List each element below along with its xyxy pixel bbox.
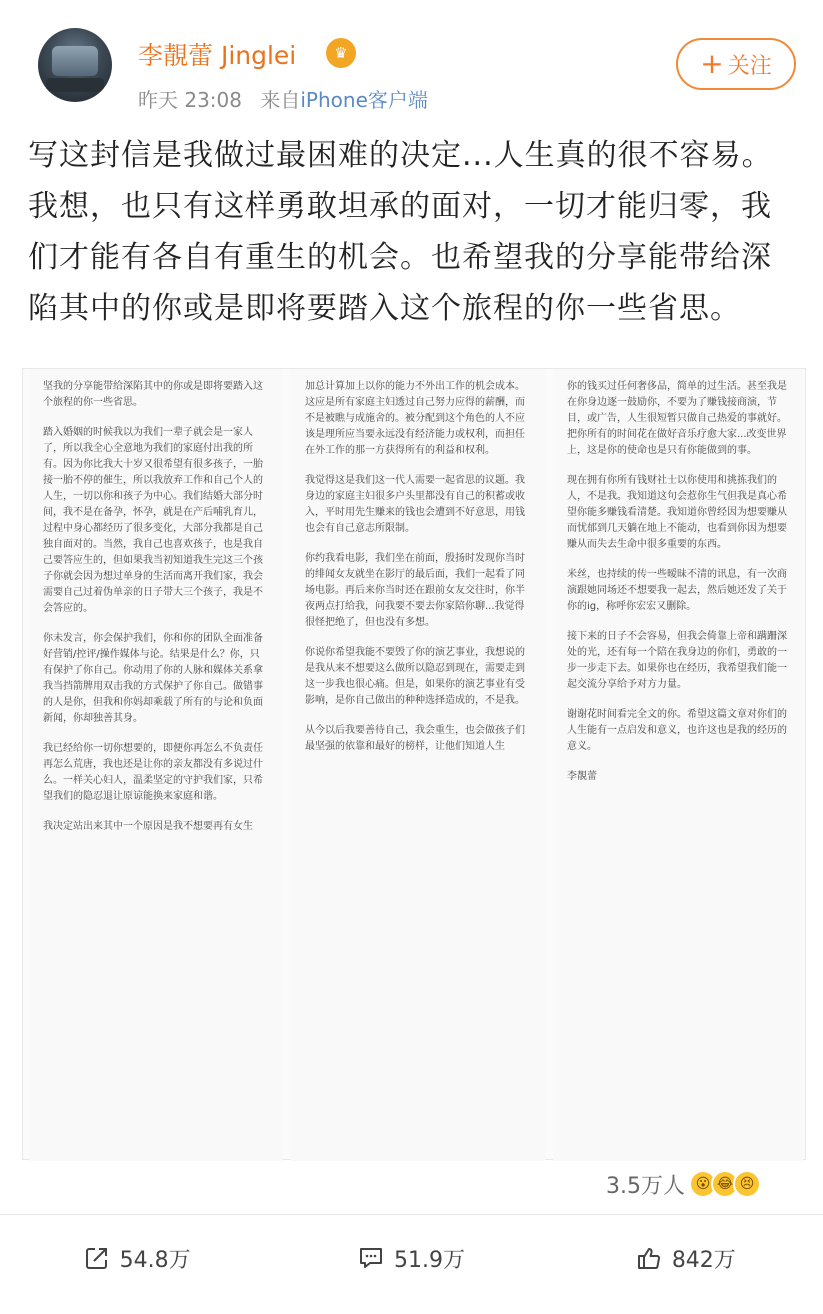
letter-paragraph: 我决定站出来其中一个原因是我不想要再有女生 [43, 821, 253, 832]
action-bar [0, 1222, 823, 1294]
letter-paragraph: 你说你希望我能不要毁了你的演艺事业，我想说的是我从来不想要这么做所以隐忍到现在，需要走到这一步我也很心痛。但是，如果你的演艺事业有受影响，是你自己做出的种种选择造成的，不是我。 [305, 647, 525, 706]
follow-label: 关注 [727, 53, 772, 79]
repost-button[interactable] [0, 1222, 274, 1294]
follow-button[interactable] [676, 38, 796, 90]
letter-page-2 [291, 369, 545, 1161]
letter-signature: 李靚蕾 [567, 771, 597, 782]
letter-paragraph: 接下来的日子不会容易，但我会倚靠上帝和蹒跚深处的光，还有每一个陪在我身边的你们，勇敢的一步一步走下去。如果你也在经历，我希望我们能一起交流分享给予对方力量。 [567, 631, 787, 690]
letter-paragraph: 你未发言，你会保护我们，你和你的团队全面准备好营销/控评/操作媒体与论。结果是什么？你，只有保护了你自己。你动用了你的人脉和媒体关系拿我当挡箭牌用双击我的方式保护了你自己。做错事的人是你，但我和你妈却乘载了所有的与论和负面新闻，你却独善其身。 [43, 633, 263, 724]
reaction-count: 3.5万人 [606, 1173, 685, 1199]
laughing-emoji-icon: 😂 [711, 1170, 739, 1198]
divider [0, 1214, 823, 1215]
letter-page-3 [553, 369, 803, 1161]
letter-paragraph: 坚我的分享能带给深陷其中的你或是即将要踏入这个旅程的你一些省思。 [43, 381, 263, 408]
sad-emoji-icon: 😣 [733, 1170, 761, 1198]
comment-button[interactable] [274, 1222, 548, 1294]
comment-icon [358, 1245, 384, 1271]
letter-paragraph: 你约我看电影，我们坐在前面，殷扬时发现你当时的绯闻女友就坐在影厅的最后面，我们一起看了同场电影。再后来你当时还在跟前女友交往时，你半夜两点打给我，问我要不要去你家陪你聊...我觉得很怪把绝了，但也没有多想。 [305, 553, 525, 628]
plus-icon: + [700, 47, 724, 80]
letter-paragraph: 米丝，也持续的传一些暧昧不清的讯息，有一次商演跟她同场还不想要我一起去，然后她还发了关于你的ig，称呼你宏宏又删除。 [567, 569, 787, 612]
letter-paragraph: 我已经给你一切你想要的，即便你再怎么不负责任再怎么荒唐，我也还是让你的亲友都没有多说过什么。一样关心妇人，温柔坚定的守护我们家，只希望我们的隐忍退让原谅能换来家庭和谐。 [43, 743, 263, 802]
letter-paragraph: 从今以后我要善待自己，我会重生，也会做孩子们最坚强的依靠和最好的榜样，让他们知道人生 [305, 725, 525, 752]
repost-count: 54.8万 [119, 1247, 191, 1273]
like-count: 842万 [671, 1247, 736, 1273]
user-name[interactable]: 李靚蕾 Jinglei [138, 41, 297, 70]
reaction-summary[interactable] [606, 1168, 761, 1200]
avatar[interactable] [38, 28, 112, 102]
letter-image[interactable] [22, 368, 806, 1160]
letter-page-1 [29, 369, 283, 1161]
surprised-emoji-icon: 😮 [689, 1170, 717, 1198]
letter-paragraph: 你的钱买过任何奢侈品，简单的过生活。甚至我是在你身边逐一鼓励你，不要为了赚钱接商演，节目，或广告，人生很短暂只做自己热爱的事就好。把你所有的时间花在做好音乐疗愈大家...改变世界上，这是你的使命也是只有你能做到的事。 [567, 381, 787, 456]
post-text: 写这封信是我做过最困难的决定...人生真的很不容易。我想，也只有这样勇敢坦承的面对，一切才能归零，我们才能有各自有重生的机会。也希望我的分享能带给深陷其中的你或是即将要踏入这个旅程的你一些省思。 [28, 138, 773, 326]
source-prefix: 来自 [260, 88, 301, 112]
post-time: 昨天 23:08 [138, 88, 242, 112]
letter-paragraph: 谢谢花时间看完全文的你。希望这篇文章对你们的人生能有一点启发和意义，也许这也是我的经历的意义。 [567, 709, 787, 752]
letter-paragraph: 踏入婚姻的时候我以为我们一辈子就会是一家人了，所以我全心全意地为我们的家庭付出我的所有。因为你比我大十岁又很希望有很多孩子，一胎接一胎不停的催生，所以我放弃工作和自己个人的人生，一切以你和孩子为中心。我们结婚大部分时间，我不是在备孕，怀孕，就是在产后哺乳育儿，过程中身心都经历了很多变化，大部分我都是自己独自面对的。当然，我自己也喜欢孩子，也是我自己要答应生的，但如果我当初知道我生完这三个孩子你就会因为想过单身的生活而离开我们家，我会需要自己过着伪单亲的日子带大三个孩子，我是不会答应的。 [43, 427, 263, 614]
letter-paragraph: 现在拥有你所有钱财社士以你使用和挑拣我们的人，不是我。我知道这句会惹你生气但我是真心希望你能多赚钱看清楚。我知道你曾经因为想要赚从而忧郁到几天躺在地上不能动，也看到你因为想要赚从而失去生命中很多重要的东西。 [567, 475, 787, 550]
crown-icon: ♛ [326, 38, 356, 68]
comment-count: 51.9万 [393, 1247, 465, 1273]
post-header [0, 0, 823, 125]
letter-paragraph: 加总计算加上以你的能力不外出工作的机会成本。这应是所有家庭主妇透过自己努力应得的薪酬，而不是被瞧与成施舍的。被分配到这个角色的人不应该是理所应当要永远没有经济能力或权利，而担任在外工作的那一方获得所有的利益和权利。 [305, 381, 525, 456]
letter-paragraph: 我觉得这是我们这一代人需要一起省思的议题。我身边的家庭主妇很多户头里都没有自己的积蓄或收入，平时用先生赚来的钱也会遭到不好意思，用钱也会有自己意志所限制。 [305, 475, 525, 534]
repost-icon [84, 1245, 110, 1271]
like-button[interactable] [549, 1222, 823, 1294]
thumbs-up-icon [636, 1245, 662, 1271]
post-source[interactable]: iPhone客户端 [300, 88, 428, 112]
post-meta [138, 84, 428, 113]
